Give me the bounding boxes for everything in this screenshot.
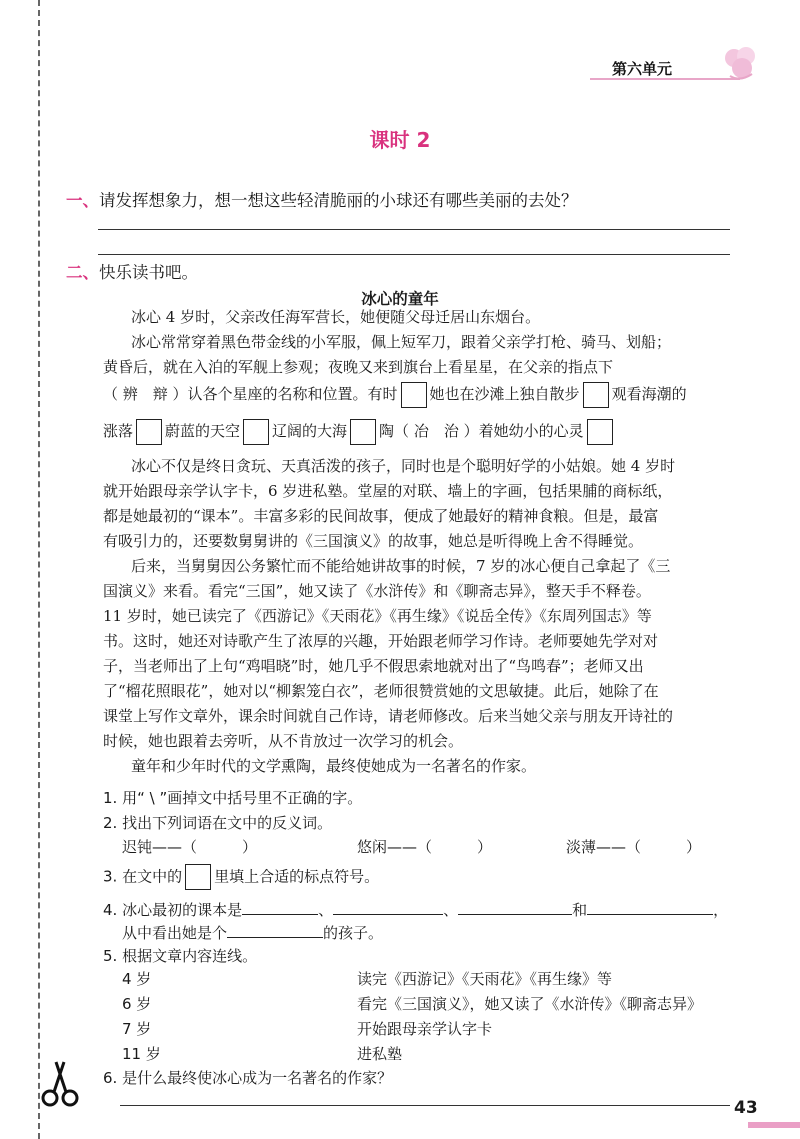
antonym-item[interactable]: 悠闲——（ ） bbox=[357, 838, 493, 856]
sub-question-2: 2. 找出下列词语在文中的反义词。 bbox=[103, 814, 333, 832]
punctuation-box[interactable] bbox=[350, 419, 376, 445]
article-line: 就开始跟母亲学认字卡，6 岁进私塾。堂屋的对联、墙上的字画，包括果脯的商标纸， bbox=[103, 482, 673, 500]
article-line: 冰心 4 岁时，父亲改任海军营长，她便随父母迁居山东烟台。 bbox=[131, 308, 541, 326]
page-number: 43 bbox=[734, 1098, 758, 1118]
event-item[interactable]: 读完《西游记》《天雨花》《再生缘》等 bbox=[357, 970, 613, 988]
punctuation-box[interactable] bbox=[136, 419, 162, 445]
article-line: 子，当老师出了上句“鸡唱晓”时，她几乎不假思索地就对出了“鸟鸣春”；老师又出 bbox=[103, 657, 644, 675]
article-text: 蔚蓝的天空 bbox=[165, 422, 241, 440]
article-text: 辽阔的大海 bbox=[272, 422, 348, 440]
event-item[interactable]: 进私塾 bbox=[357, 1045, 403, 1063]
sub-question-4-text: 4. 冰心最初的课本是 bbox=[103, 901, 243, 919]
separator: 、 bbox=[318, 901, 334, 919]
article-line: 时候，她也跟着去旁听，从不肯放过一次学习的机会。 bbox=[103, 732, 464, 750]
article-line: 冰心常常穿着黑色带金线的小军服，佩上短军刀，跟着父亲学打枪、骑马、划船； bbox=[131, 333, 672, 351]
article-text: 涨落 bbox=[103, 422, 134, 440]
sub-question-4-text: 从中看出她是个 bbox=[122, 924, 228, 942]
article-line: 黄昏后，就在入泊的军舰上参观；夜晚又来到旗台上看星星，在父亲的指点下 bbox=[103, 358, 614, 376]
article-line: 都是她最初的“课本”。丰富多彩的民间故事，便成了她最好的精神食粮。但是，最富 bbox=[103, 507, 659, 525]
age-item[interactable]: 7 岁 bbox=[122, 1020, 152, 1038]
event-item[interactable]: 开始跟母亲学认字卡 bbox=[357, 1020, 493, 1038]
fill-blank[interactable] bbox=[227, 923, 323, 938]
lesson-title: 课时 2 bbox=[369, 128, 431, 152]
punctuation-box[interactable] bbox=[401, 382, 427, 408]
article-text: 观看海潮的 bbox=[611, 385, 687, 403]
answer-line bbox=[98, 254, 730, 255]
antonym-item[interactable]: 淡薄——（ ） bbox=[566, 838, 702, 856]
sub-question-6: 6. 是什么最终使冰心成为一名著名的作家？ bbox=[103, 1069, 393, 1087]
sub-question-4-cont bbox=[122, 922, 383, 943]
answer-line bbox=[98, 229, 730, 230]
fill-blank[interactable] bbox=[587, 900, 713, 915]
question-2 bbox=[66, 259, 198, 283]
sub-question-4-text: 的孩子。 bbox=[323, 924, 384, 942]
sub-question-3-text: 里填上合适的标点符号。 bbox=[214, 867, 380, 886]
page-number-bar bbox=[748, 1122, 800, 1128]
article-line: 童年和少年时代的文学熏陶，最终使她成为一名著名的作家。 bbox=[131, 757, 537, 775]
question-2-number: 二、 bbox=[66, 263, 99, 282]
sub-question-3 bbox=[103, 864, 379, 890]
article-line: 冰心不仅是终日贪玩、天真活泼的孩子，同时也是个聪明好学的小姑娘。她 4 岁时 bbox=[131, 457, 676, 475]
sub-question-4 bbox=[103, 899, 728, 920]
event-item[interactable]: 看完《三国演义》，她又读了《水浒传》《聊斋志异》 bbox=[357, 995, 703, 1013]
age-item[interactable]: 11 岁 bbox=[122, 1045, 161, 1063]
article-line-with-boxes bbox=[103, 382, 687, 408]
sub-question-3-text: 3. 在文中的 bbox=[103, 867, 183, 886]
article-line-with-boxes bbox=[103, 419, 616, 445]
cut-line bbox=[38, 0, 40, 1139]
article-line: 书。这时，她还对诗歌产生了浓厚的兴趣，开始跟老师学习作诗。老师要她先学对对 bbox=[103, 632, 659, 650]
question-1 bbox=[66, 187, 578, 211]
fill-blank[interactable] bbox=[333, 900, 443, 915]
question-2-text: 快乐读书吧。 bbox=[99, 263, 198, 282]
punctuation-box[interactable] bbox=[583, 382, 609, 408]
article-text: （ 辨 辩 ）认各个星座的名称和位置。有时 bbox=[103, 385, 398, 403]
punctuation-box[interactable] bbox=[243, 419, 269, 445]
sub-question-1: 1. 用“ \ ”画掉文中括号里不正确的字。 bbox=[103, 789, 363, 807]
article-text: 她也在沙滩上独自散步 bbox=[429, 385, 580, 403]
fill-blank[interactable] bbox=[458, 900, 572, 915]
flower-icon bbox=[722, 46, 758, 84]
age-item[interactable]: 4 岁 bbox=[122, 970, 152, 988]
antonym-item[interactable]: 迟钝——（ ） bbox=[122, 838, 258, 856]
article-text: 陶（ 冶 治 ）着她幼小的心灵 bbox=[379, 422, 584, 440]
punctuation-box-example bbox=[185, 864, 211, 890]
scissors-icon bbox=[40, 1058, 82, 1110]
answer-line bbox=[120, 1105, 730, 1106]
separator: 、 bbox=[443, 901, 459, 919]
article-line: 后来，当舅舅因公务繁忙而不能给她讲故事的时候，7 岁的冰心便自己拿起了《三 bbox=[131, 557, 671, 575]
article-title: 冰心的童年 bbox=[361, 290, 439, 308]
age-item[interactable]: 6 岁 bbox=[122, 995, 152, 1013]
article-line: 课堂上写作文章外，课余时间就自己作诗，请老师修改。后来当她父亲与朋友开诗社的 bbox=[103, 707, 674, 725]
separator: ， bbox=[713, 901, 729, 919]
article-line: 11 岁时，她已读完了《西游记》《天雨花》《再生缘》《说岳全传》《东周列国志》等 bbox=[103, 607, 652, 625]
sub-question-5: 5. 根据文章内容连线。 bbox=[103, 947, 258, 965]
question-1-number: 一、 bbox=[66, 191, 99, 210]
fill-blank[interactable] bbox=[242, 900, 318, 915]
article-line: 了“榴花照眼花”，她对以“柳絮笼白衣”，老师很赞赏她的文思敏捷。此后，她除了在 bbox=[103, 682, 659, 700]
article-line: 国演义》来看。看完“三国”，她又读了《水浒传》和《聊斋志异》，整天手不释卷。 bbox=[103, 582, 651, 600]
unit-label: 第六单元 bbox=[612, 60, 673, 78]
conjunction: 和 bbox=[572, 901, 588, 919]
article-line: 有吸引力的，还要数舅舅讲的《三国演义》的故事，她总是听得晚上舍不得睡觉。 bbox=[103, 532, 644, 550]
question-1-text: 请发挥想象力，想一想这些轻清脆丽的小球还有哪些美丽的去处？ bbox=[99, 191, 578, 210]
header-rule bbox=[590, 78, 740, 80]
punctuation-box[interactable] bbox=[587, 419, 613, 445]
